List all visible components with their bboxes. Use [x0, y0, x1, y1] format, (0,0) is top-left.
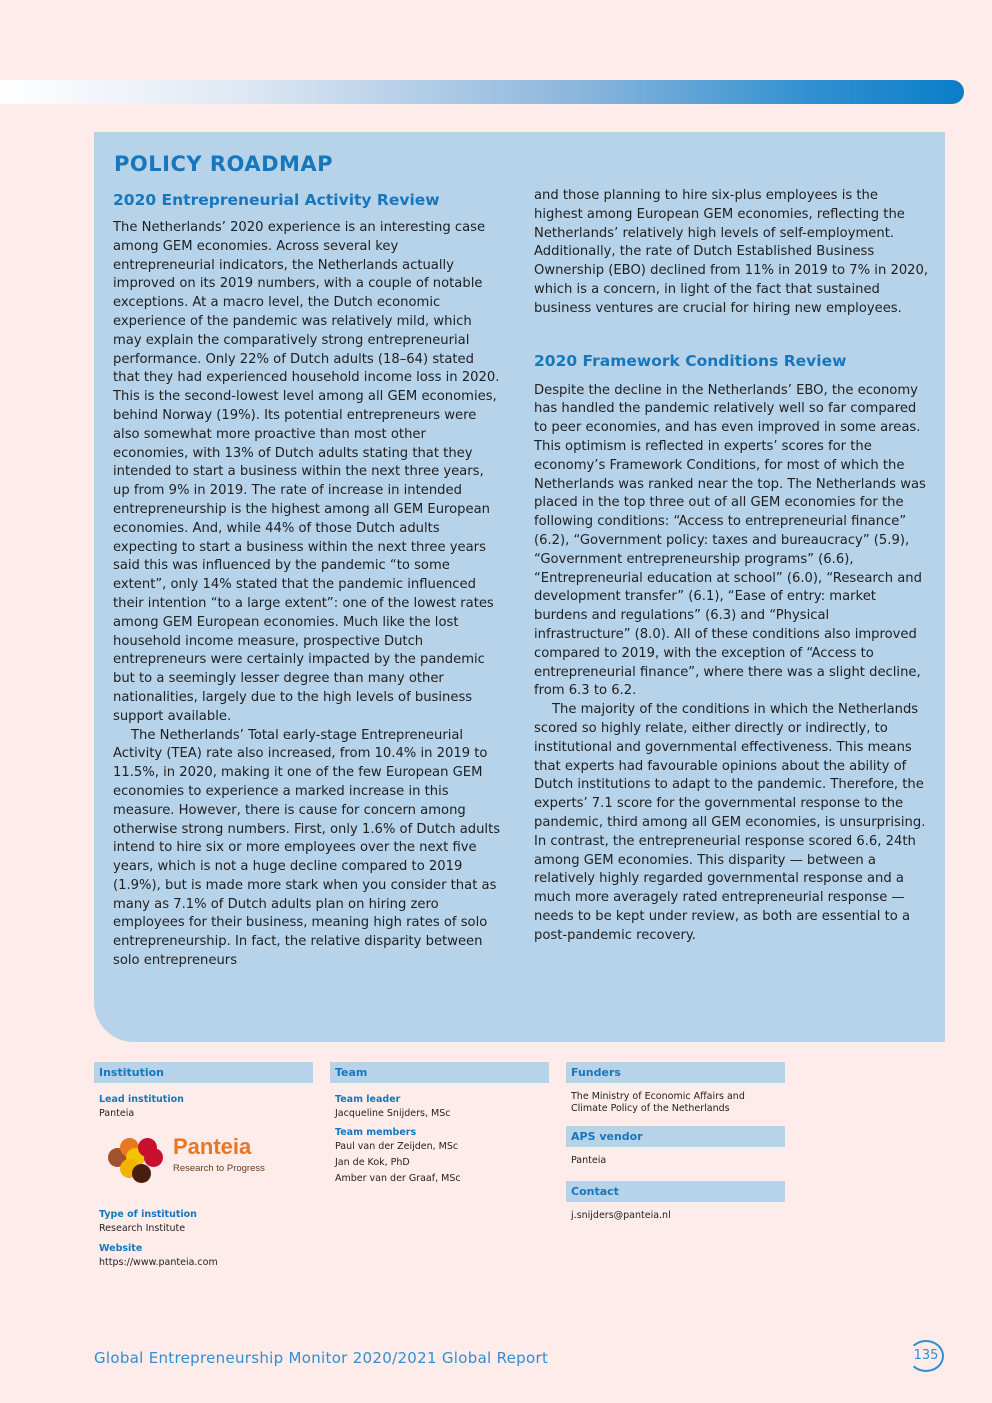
- right-column: [534, 187, 929, 945]
- left-column: [113, 190, 503, 971]
- paragraph: The Netherlands’ Total early-stage Entrepreneurial Activity (TEA) rate also increased, from 10.4% in 2019 to 11.5%, in 2020, making it one of the few European GEM economies to experience a marked increase in this measure. However, there is cause for concern among otherwise strong numbers. First, only 1.6% of Dutch adults intend to hire six or more employees over the next five years, which is not a huge decline compared to 2019 (1.9%), but is made more stark when you consider that as many as 7.1% of Dutch adults plan on hiring zero employees for their business, meaning high rates of solo entrepreneurship. In fact, the relative disparity between solo entrepreneurs: [113, 727, 501, 969]
- contact-heading: Contact: [566, 1181, 785, 1202]
- team-member: Paul van der Zeijden, MSc: [335, 1141, 459, 1152]
- team-member: Jan de Kok, PhD: [335, 1157, 410, 1168]
- type-value: Research Institute: [99, 1223, 186, 1234]
- page-title: POLICY ROADMAP: [114, 152, 334, 176]
- funders-heading: Funders: [566, 1062, 785, 1083]
- institution-block: [94, 1062, 313, 1271]
- lead-institution-value: Panteia: [99, 1108, 135, 1119]
- paragraph: The majority of the conditions in which the Netherlands scored so highly relate, either directly or indirectly, to institutional and governmental effectiveness. This means that experts had favourable opinions about the ability of Dutch institutions to adapt to the pandemic. Therefore, the experts’ 7.1 score for the governmental response to the pandemic, third among all GEM economies, is unsurprising. In contrast, the entrepreneurial response scored 6.6, 24th among GEM economies. This disparity — between a relatively highly regarded governmental response and a much more averagely rated entrepreneurial response — needs to be kept under review, as both are essential to a post-pandemic recovery.: [534, 702, 926, 943]
- team-heading: Team: [330, 1062, 549, 1083]
- team-block: [330, 1062, 549, 1187]
- aps-vendor-heading: APS vendor: [566, 1126, 785, 1147]
- aps-vendor-value: Panteia: [571, 1155, 607, 1166]
- footer-report-title: Global Entrepreneurship Monitor 2020/2021 Global Report: [94, 1349, 549, 1367]
- funders-value-line1: The Ministry of Economic Affairs and: [571, 1091, 745, 1102]
- team-members-label: Team members: [335, 1127, 417, 1138]
- paragraph: The Netherlands’ 2020 experience is an interesting case among GEM economies. Across several key entrepreneurial indicators, the Netherlands actually improved on its 2019 numbers, with a couple of notable exceptions. At a macro level, the Dutch economic experience of the pandemic was relatively mild, which may explain the comparatively strong entrepreneurial performance. Only 22% of Dutch adults (18–64) stated that they had experienced household income loss in 2020. This is the second-lowest level among all GEM economies, behind Norway (19%). Its potential entrepreneurs were also somewhat more proactive than most other economies, with 13% of Dutch adults stating that they intended to start a business within the next three years, up from 9% in 2019. The rate of increase in intended entrepreneurship is the highest among all GEM European economies. And, while 44% of those Dutch adults expecting to start a business within the next three years said this was influenced by the pandemic “to some extent”, only 14% stated that the pandemic influenced their intention “to a large extent”: one of the lowest rates among GEM European economies. Much like the lost household income measure, prospective Dutch entrepreneurs were certainly impacted by the pandemic but to a seemingly lesser degree than many other nationalities, largely due to the high levels of business support available.: [113, 220, 500, 724]
- team-member: Amber van der Graaf, MSc: [335, 1173, 461, 1184]
- website-label: Website: [99, 1243, 143, 1254]
- team-leader-label: Team leader: [335, 1094, 401, 1105]
- funders-value-line2: Climate Policy of the Netherlands: [571, 1103, 730, 1114]
- contact-email[interactable]: j.snijders@panteia.nl: [571, 1210, 671, 1221]
- section-heading-framework: 2020 Framework Conditions Review: [534, 351, 847, 370]
- section-heading-activity: 2020 Entrepreneurial Activity Review: [113, 191, 440, 209]
- page-number: 135: [908, 1340, 944, 1372]
- institution-heading: Institution: [94, 1062, 313, 1083]
- paragraph: and those planning to hire six-plus employees is the highest among European GEM economies, reflecting the Netherlands’ relatively high levels of self-employment. Additionally, the rate of Dutch Established Business Ownership (EBO) declined from 11% in 2019 to 7% in 2020, which is a concern, in light of the fact that sustained business ventures are crucial for hiring new employees.: [534, 188, 929, 316]
- team-leader-value: Jacqueline Snijders, MSc: [335, 1108, 451, 1119]
- funders-block: [566, 1062, 785, 1224]
- policy-roadmap-panel: [94, 132, 945, 1042]
- lead-institution-label: Lead institution: [99, 1094, 184, 1105]
- panteia-logo: [100, 1134, 313, 1186]
- website-link[interactable]: https://www.panteia.com: [99, 1257, 218, 1268]
- type-label: Type of institution: [99, 1209, 197, 1220]
- logo-name: Panteia: [173, 1134, 252, 1159]
- paragraph: Despite the decline in the Netherlands’ EBO, the economy has handled the pandemic relatively well so far compared to peer economies, and has even improved in some areas. This optimism is reflected in experts’ scores for the economy’s Framework Conditions, for most of which the Netherlands was ranked near the top. The Netherlands was placed in the top three out of all GEM economies for the following conditions: “Access to entrepreneurial finance” (6.2), “Government policy: taxes and bureaucracy” (5.9), “Government entrepreneurship programs” (6.6), “Entrepreneurial education at school” (6.0), “Research and development transfer” (6.1), “Ease of entry: market burdens and regulations” (6.3) and “Physical infrastructure” (8.0). All of these conditions also improved compared to 2019, with the exception of “Access to entrepreneurial finance”, where there was a slight decline, from 6.3 to 6.2.: [534, 382, 926, 699]
- header-gradient-bar: [0, 80, 964, 104]
- logo-tagline: Research to Progress: [173, 1163, 265, 1174]
